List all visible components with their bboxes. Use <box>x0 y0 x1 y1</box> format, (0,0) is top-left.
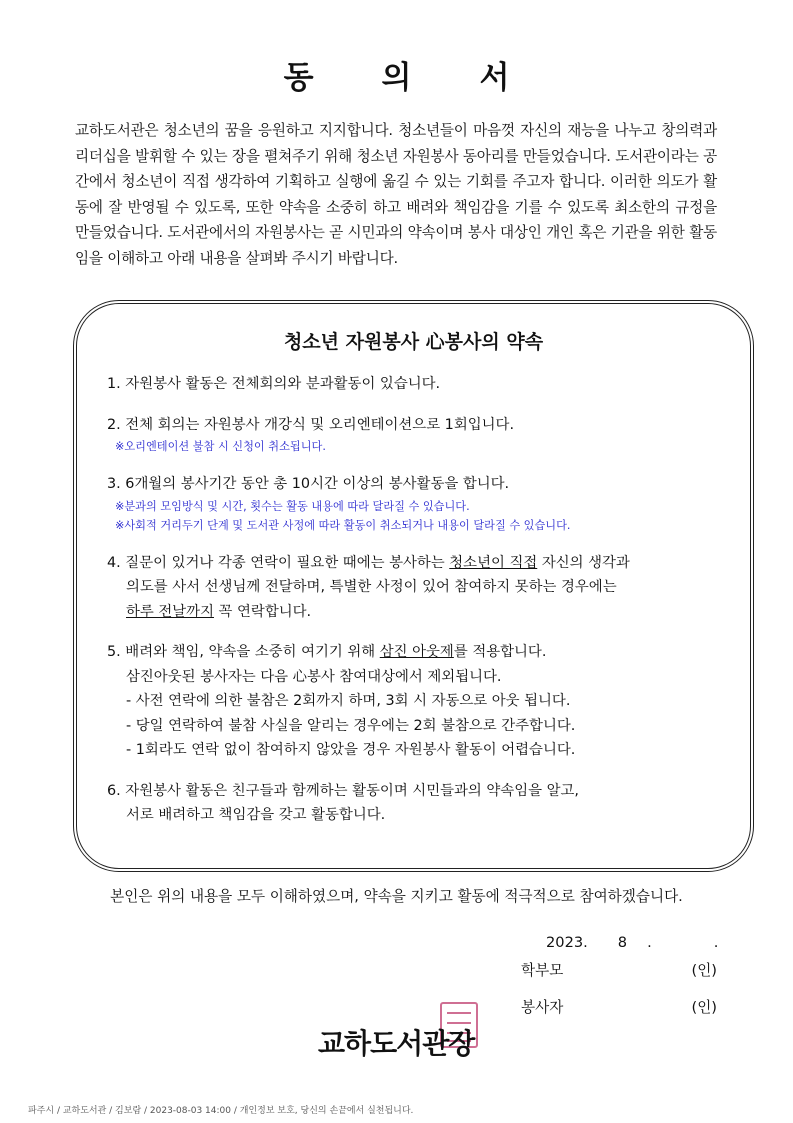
print-footer: 파주시 / 교하도서관 / 김보람 / 2023-08-03 14:00 / 개인정보 보호, 당신의 손끝에서 실천됩니다. <box>28 1106 414 1116</box>
promise-item-5-line-2: 삼진아웃된 봉사자는 다음 心봉사 참여대상에서 제외됩니다. <box>126 668 502 685</box>
promise-item-3 <box>107 472 737 535</box>
issuer-name: 교하도서관장 <box>318 1027 475 1060</box>
promise-item-3-text: 3. 6개월의 봉사기간 동안 총 10시간 이상의 봉사활동을 합니다. <box>107 476 510 492</box>
promise-list <box>107 372 737 844</box>
promise-item-4 <box>107 551 737 625</box>
promise-item-4-text-b: 자신의 생각과 <box>537 554 630 571</box>
promise-item-1-text: 1. 자원봉사 활동은 전체회의와 분과활동이 있습니다. <box>107 376 441 392</box>
title-char-3: 서 <box>479 60 510 96</box>
title-char-1: 동 <box>283 60 314 96</box>
parent-seal-mark: (인) <box>691 962 717 979</box>
promise-item-6 <box>107 779 737 828</box>
document-title <box>0 52 793 97</box>
date-dot-2: . <box>713 934 719 951</box>
volunteer-seal-mark: (인) <box>691 999 717 1016</box>
promise-item-4-line-3 <box>107 600 737 625</box>
signature-date <box>546 934 718 951</box>
promise-box <box>73 300 754 872</box>
promise-item-4-text-c: 꼭 연락합니다. <box>213 603 312 620</box>
intro-paragraph: 교하도서관은 청소년의 꿈을 응원하고 지지합니다. 청소년들이 마음껏 자신의 재능을 나누고 창의력과 리더십을 발휘할 수 있는 장을 펼쳐주기 위해 청소년 자원봉사 동아리를 만들었습니다. 도서관이라는 공간에서 청소년이 직접 생각하여 기획하고 실행에 옮길 수 있는 기회를 주고자 합니다. 이러한 의도가 활동에 잘 반영될 수 있도록, 또한 약속을 소중히 하고 배려와 책임감을 기를 수 있도록 최소한의 규정을 만들었습니다. 도서관에서의 자원봉사는 곧 시민과의 약속이며 봉사 대상인 개인 혹은 기관을 위한 활동임을 이해하고 아래 내용을 살펴봐 주시기 바랍니다. <box>75 122 717 267</box>
underlined-phrase: 하루 전날까지 <box>126 603 214 620</box>
promise-item-6-line-2: 서로 배려하고 책임감을 갖고 활동합니다. <box>126 807 386 823</box>
volunteer-label: 봉사자 <box>521 999 564 1016</box>
promise-item-5-line-3: - 사전 연락에 의한 불참은 2회까지 하며, 3회 시 자동으로 아웃 됩니다. <box>126 693 571 709</box>
promise-item-4-line-2: 의도를 사서 선생님께 전달하며, 특별한 사정이 있어 참여하지 못하는 경우에는 <box>126 579 617 595</box>
promise-item-2 <box>107 413 737 457</box>
promise-item-2-note: ※오리엔테이션 불참 시 신청이 취소됩니다. <box>115 440 326 453</box>
promise-item-5-text-b: 를 적용합니다. <box>453 644 547 660</box>
promise-item-5 <box>107 640 737 763</box>
promise-item-1 <box>107 372 737 397</box>
promise-item-2-text: 2. 전체 회의는 자원봉사 개강식 및 오리엔테이션으로 1회입니다. <box>107 416 515 433</box>
promise-item-5-text-a: 5. 배려와 책임, 약속을 소중히 여기기 위해 <box>107 644 380 660</box>
date-year: 2023. <box>546 934 588 951</box>
date-month: 8 <box>617 934 628 951</box>
promise-item-3-note-1: ※분과의 모임방식 및 시간, 횟수는 활동 내용에 따라 달라질 수 있습니다. <box>115 499 470 513</box>
promise-item-6-line-1: 6. 자원봉사 활동은 친구들과 함께하는 활동이며 시민들과의 약속임을 알고, <box>107 782 579 799</box>
promise-item-4-text-a: 4. 질문이 있거나 각종 연락이 필요한 때에는 봉사하는 <box>107 554 450 571</box>
parent-signature-line <box>521 959 717 980</box>
parent-label: 학부모 <box>521 962 564 979</box>
promise-item-5-line-1 <box>107 640 737 665</box>
volunteer-signature-line <box>521 996 717 1017</box>
agreement-statement: 본인은 위의 내용을 모두 이해하였으며, 약속을 지키고 활동에 적극적으로 참여하겠습니다. <box>110 888 683 905</box>
date-dot-1: . <box>647 934 652 951</box>
title-char-2: 의 <box>381 60 412 96</box>
promise-box-title: 청소년 자원봉사 心봉사의 약속 <box>283 331 544 353</box>
promise-item-3-note-2: ※사회적 거리두기 단계 및 도서관 사정에 따라 활동이 취소되거나 내용이 달라질 수 있습니다. <box>115 518 571 532</box>
promise-item-5-line-4: - 당일 연락하여 불참 사실을 알리는 경우에는 2회 불참으로 간주합니다. <box>126 717 576 734</box>
promise-item-4-line-1 <box>107 551 737 576</box>
underlined-phrase: 청소년이 직접 <box>449 554 538 571</box>
underlined-phrase: 삼진 아웃제 <box>379 644 454 660</box>
promise-item-5-line-5: - 1회라도 연락 없이 참여하지 않았을 경우 자원봉사 활동이 어렵습니다. <box>126 742 576 758</box>
